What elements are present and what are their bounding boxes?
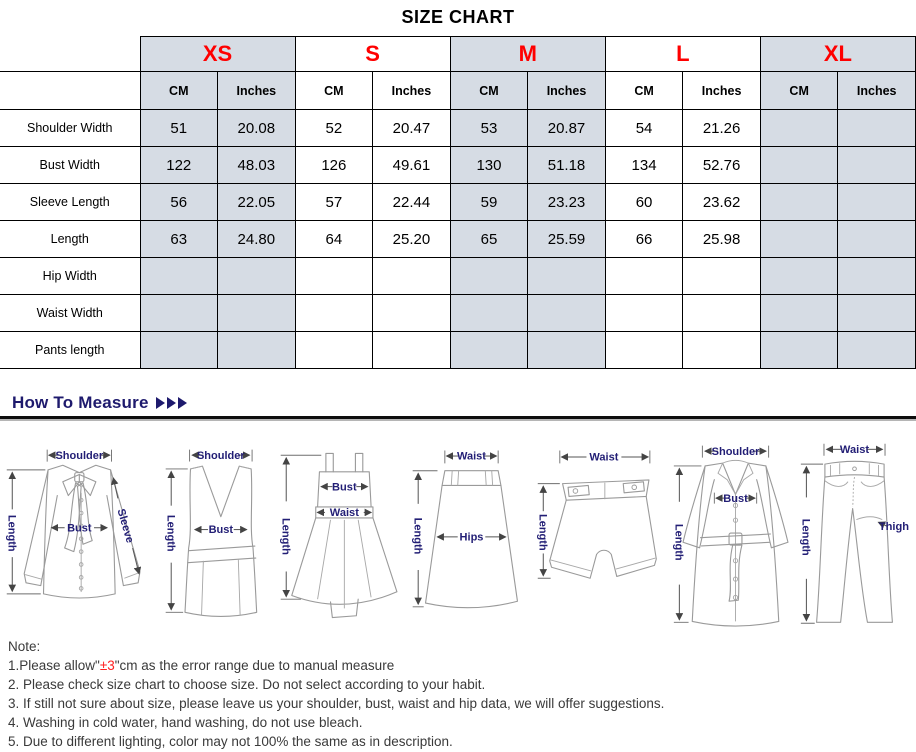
- cell: 20.08: [218, 110, 296, 147]
- unit-header-cm: CM: [140, 72, 218, 110]
- cell: [295, 295, 373, 332]
- table-row: [0, 184, 916, 221]
- how-to-measure-heading: [12, 393, 916, 413]
- cell: 25.59: [528, 221, 606, 258]
- coat-diagram: [672, 441, 799, 627]
- dress-outline: [291, 453, 396, 617]
- row-label: Sleeve Length: [0, 184, 140, 221]
- cell: 25.98: [683, 221, 761, 258]
- cell: 23.23: [528, 184, 606, 221]
- size-header-m: M: [450, 37, 605, 72]
- coat-outline: [683, 460, 788, 626]
- coat-measures: [672, 446, 768, 623]
- dress-measures: [279, 455, 371, 599]
- cell: 23.62: [683, 184, 761, 221]
- dress-diagram: [277, 444, 408, 627]
- cell: [528, 332, 606, 369]
- cell: [838, 258, 916, 295]
- cell: 53: [450, 110, 528, 147]
- cell: 54: [605, 110, 683, 147]
- note-item-3: 3. If still not sure about size, please leave us your shoulder, bust, waist and hip data, we will offer suggestions.: [8, 696, 665, 711]
- cell: [760, 221, 838, 258]
- cell: 134: [605, 147, 683, 184]
- table-row: [0, 332, 916, 369]
- cell: 56: [140, 184, 218, 221]
- measure-label: Waist: [329, 507, 359, 520]
- cell: [373, 295, 451, 332]
- tank-top-outline: [185, 466, 257, 616]
- cell: [605, 258, 683, 295]
- page-title: SIZE CHART: [401, 7, 515, 27]
- cell: [760, 332, 838, 369]
- cell: 63: [140, 221, 218, 258]
- table-row: [0, 110, 916, 147]
- cell: [838, 332, 916, 369]
- notes: [8, 637, 916, 751]
- note-item-2: 2. Please check size chart to choose size. Do not select according to your habit.: [8, 677, 486, 692]
- measure-label: Length: [5, 514, 18, 552]
- cell: 126: [295, 147, 373, 184]
- cell: [838, 147, 916, 184]
- note-item-5: 5. Due to different lighting, color may not 100% the same as in description.: [8, 734, 453, 749]
- cell: [838, 295, 916, 332]
- corner-cell: [0, 72, 140, 110]
- unit-header-inches: Inches: [218, 72, 296, 110]
- cell: 60: [605, 184, 683, 221]
- shorts-diagram: [535, 445, 671, 627]
- table-row: [0, 295, 916, 332]
- cell: 22.44: [373, 184, 451, 221]
- cell: [140, 258, 218, 295]
- cell: 25.20: [373, 221, 451, 258]
- unit-header-cm: CM: [295, 72, 373, 110]
- cell: [140, 332, 218, 369]
- cell: [450, 258, 528, 295]
- cell: [140, 295, 218, 332]
- measure-label: Bust: [331, 481, 357, 494]
- cell: [760, 147, 838, 184]
- cell: [450, 332, 528, 369]
- cell: [528, 295, 606, 332]
- row-label: Length: [0, 221, 140, 258]
- cell: [295, 332, 373, 369]
- measure-label: Shoulder: [55, 449, 104, 462]
- cell: [295, 258, 373, 295]
- table-row: [0, 258, 916, 295]
- cell: 66: [605, 221, 683, 258]
- cell: 52.76: [683, 147, 761, 184]
- cell: [760, 295, 838, 332]
- cell: [218, 295, 296, 332]
- cell: [218, 258, 296, 295]
- cell: 52: [295, 110, 373, 147]
- cell: 57: [295, 184, 373, 221]
- cell: [450, 295, 528, 332]
- note-item-4: 4. Washing in cold water, hand washing, do not use bleach.: [8, 715, 363, 730]
- cell: [760, 184, 838, 221]
- measure-label: Length: [279, 517, 292, 555]
- measure-label: Length: [411, 517, 424, 555]
- cell: 21.26: [683, 110, 761, 147]
- cell: [218, 332, 296, 369]
- error-range-value: ±3: [99, 658, 115, 673]
- cell: [605, 295, 683, 332]
- blouse-diagram: [4, 445, 162, 627]
- unit-header-inches: Inches: [373, 72, 451, 110]
- unit-header-cm: CM: [760, 72, 838, 110]
- cell: [605, 332, 683, 369]
- table-row: [0, 147, 916, 184]
- pants-diagram: [799, 440, 910, 627]
- row-label: Hip Width: [0, 258, 140, 295]
- blouse-measures: [6, 450, 139, 594]
- shorts-outline: [550, 480, 657, 578]
- measure-label: Sleeve: [114, 507, 136, 545]
- measure-label: Bust: [722, 492, 748, 505]
- cell: [838, 110, 916, 147]
- size-header-row: [0, 37, 916, 72]
- unit-header-inches: Inches: [528, 72, 606, 110]
- size-header-xl: XL: [760, 37, 915, 72]
- cell: [528, 258, 606, 295]
- cell: 20.47: [373, 110, 451, 147]
- size-table: [0, 36, 916, 369]
- cell: [373, 258, 451, 295]
- measure-label: Length: [164, 514, 177, 552]
- cell: 59: [450, 184, 528, 221]
- size-header-s: S: [295, 37, 450, 72]
- table-row: [0, 221, 916, 258]
- row-label: Pants length: [0, 332, 140, 369]
- note-item-1: 1.Please allow"±3"cm as the error range due to manual measure: [8, 658, 395, 673]
- cell: 65: [450, 221, 528, 258]
- row-label: Waist Width: [0, 295, 140, 332]
- pants-outline: [817, 461, 893, 622]
- tank-top-diagram: [162, 445, 276, 627]
- measure-label: Bust: [67, 522, 92, 535]
- measure-label: Length: [799, 518, 812, 556]
- measure-label: Shoulder: [197, 449, 246, 462]
- cell: [760, 258, 838, 295]
- how-to-measure-title: How To Measure: [12, 393, 149, 412]
- unit-header-inches: Inches: [838, 72, 916, 110]
- measure-label: Waist: [589, 451, 619, 464]
- cell: 51.18: [528, 147, 606, 184]
- cell: 20.87: [528, 110, 606, 147]
- cell: 130: [450, 147, 528, 184]
- notes-heading: Note:: [8, 639, 41, 654]
- measure-label: Waist: [839, 444, 870, 457]
- measure-label: Length: [536, 513, 549, 551]
- cell: 24.80: [218, 221, 296, 258]
- cell: [838, 221, 916, 258]
- cell: 48.03: [218, 147, 296, 184]
- row-label: Bust Width: [0, 147, 140, 184]
- size-header-xs: XS: [140, 37, 295, 72]
- skirt-diagram: [408, 445, 535, 627]
- measure-label: Hips: [459, 531, 484, 544]
- measure-label: Shoulder: [711, 445, 760, 458]
- cell: 22.05: [218, 184, 296, 221]
- measure-label: Length: [672, 523, 685, 561]
- cell: 64: [295, 221, 373, 258]
- shorts-measures: [537, 451, 650, 579]
- measure-label: Bust: [208, 524, 234, 537]
- measure-label: Waist: [456, 450, 486, 463]
- cell: [838, 184, 916, 221]
- size-header-l: L: [605, 37, 760, 72]
- triple-chevron-icon: [156, 397, 187, 409]
- cell: [373, 332, 451, 369]
- cell: 51: [140, 110, 218, 147]
- unit-header-cm: CM: [605, 72, 683, 110]
- unit-header-inches: Inches: [683, 72, 761, 110]
- unit-header-cm: CM: [450, 72, 528, 110]
- cell: 122: [140, 147, 218, 184]
- cell: 49.61: [373, 147, 451, 184]
- row-label: Shoulder Width: [0, 110, 140, 147]
- cell: [683, 295, 761, 332]
- unit-header-row: [0, 72, 916, 110]
- corner-cell: [0, 37, 140, 72]
- cell: [683, 332, 761, 369]
- cell: [760, 110, 838, 147]
- cell: [683, 258, 761, 295]
- measure-label: Thigh: [878, 520, 910, 533]
- measure-diagrams: [0, 419, 916, 627]
